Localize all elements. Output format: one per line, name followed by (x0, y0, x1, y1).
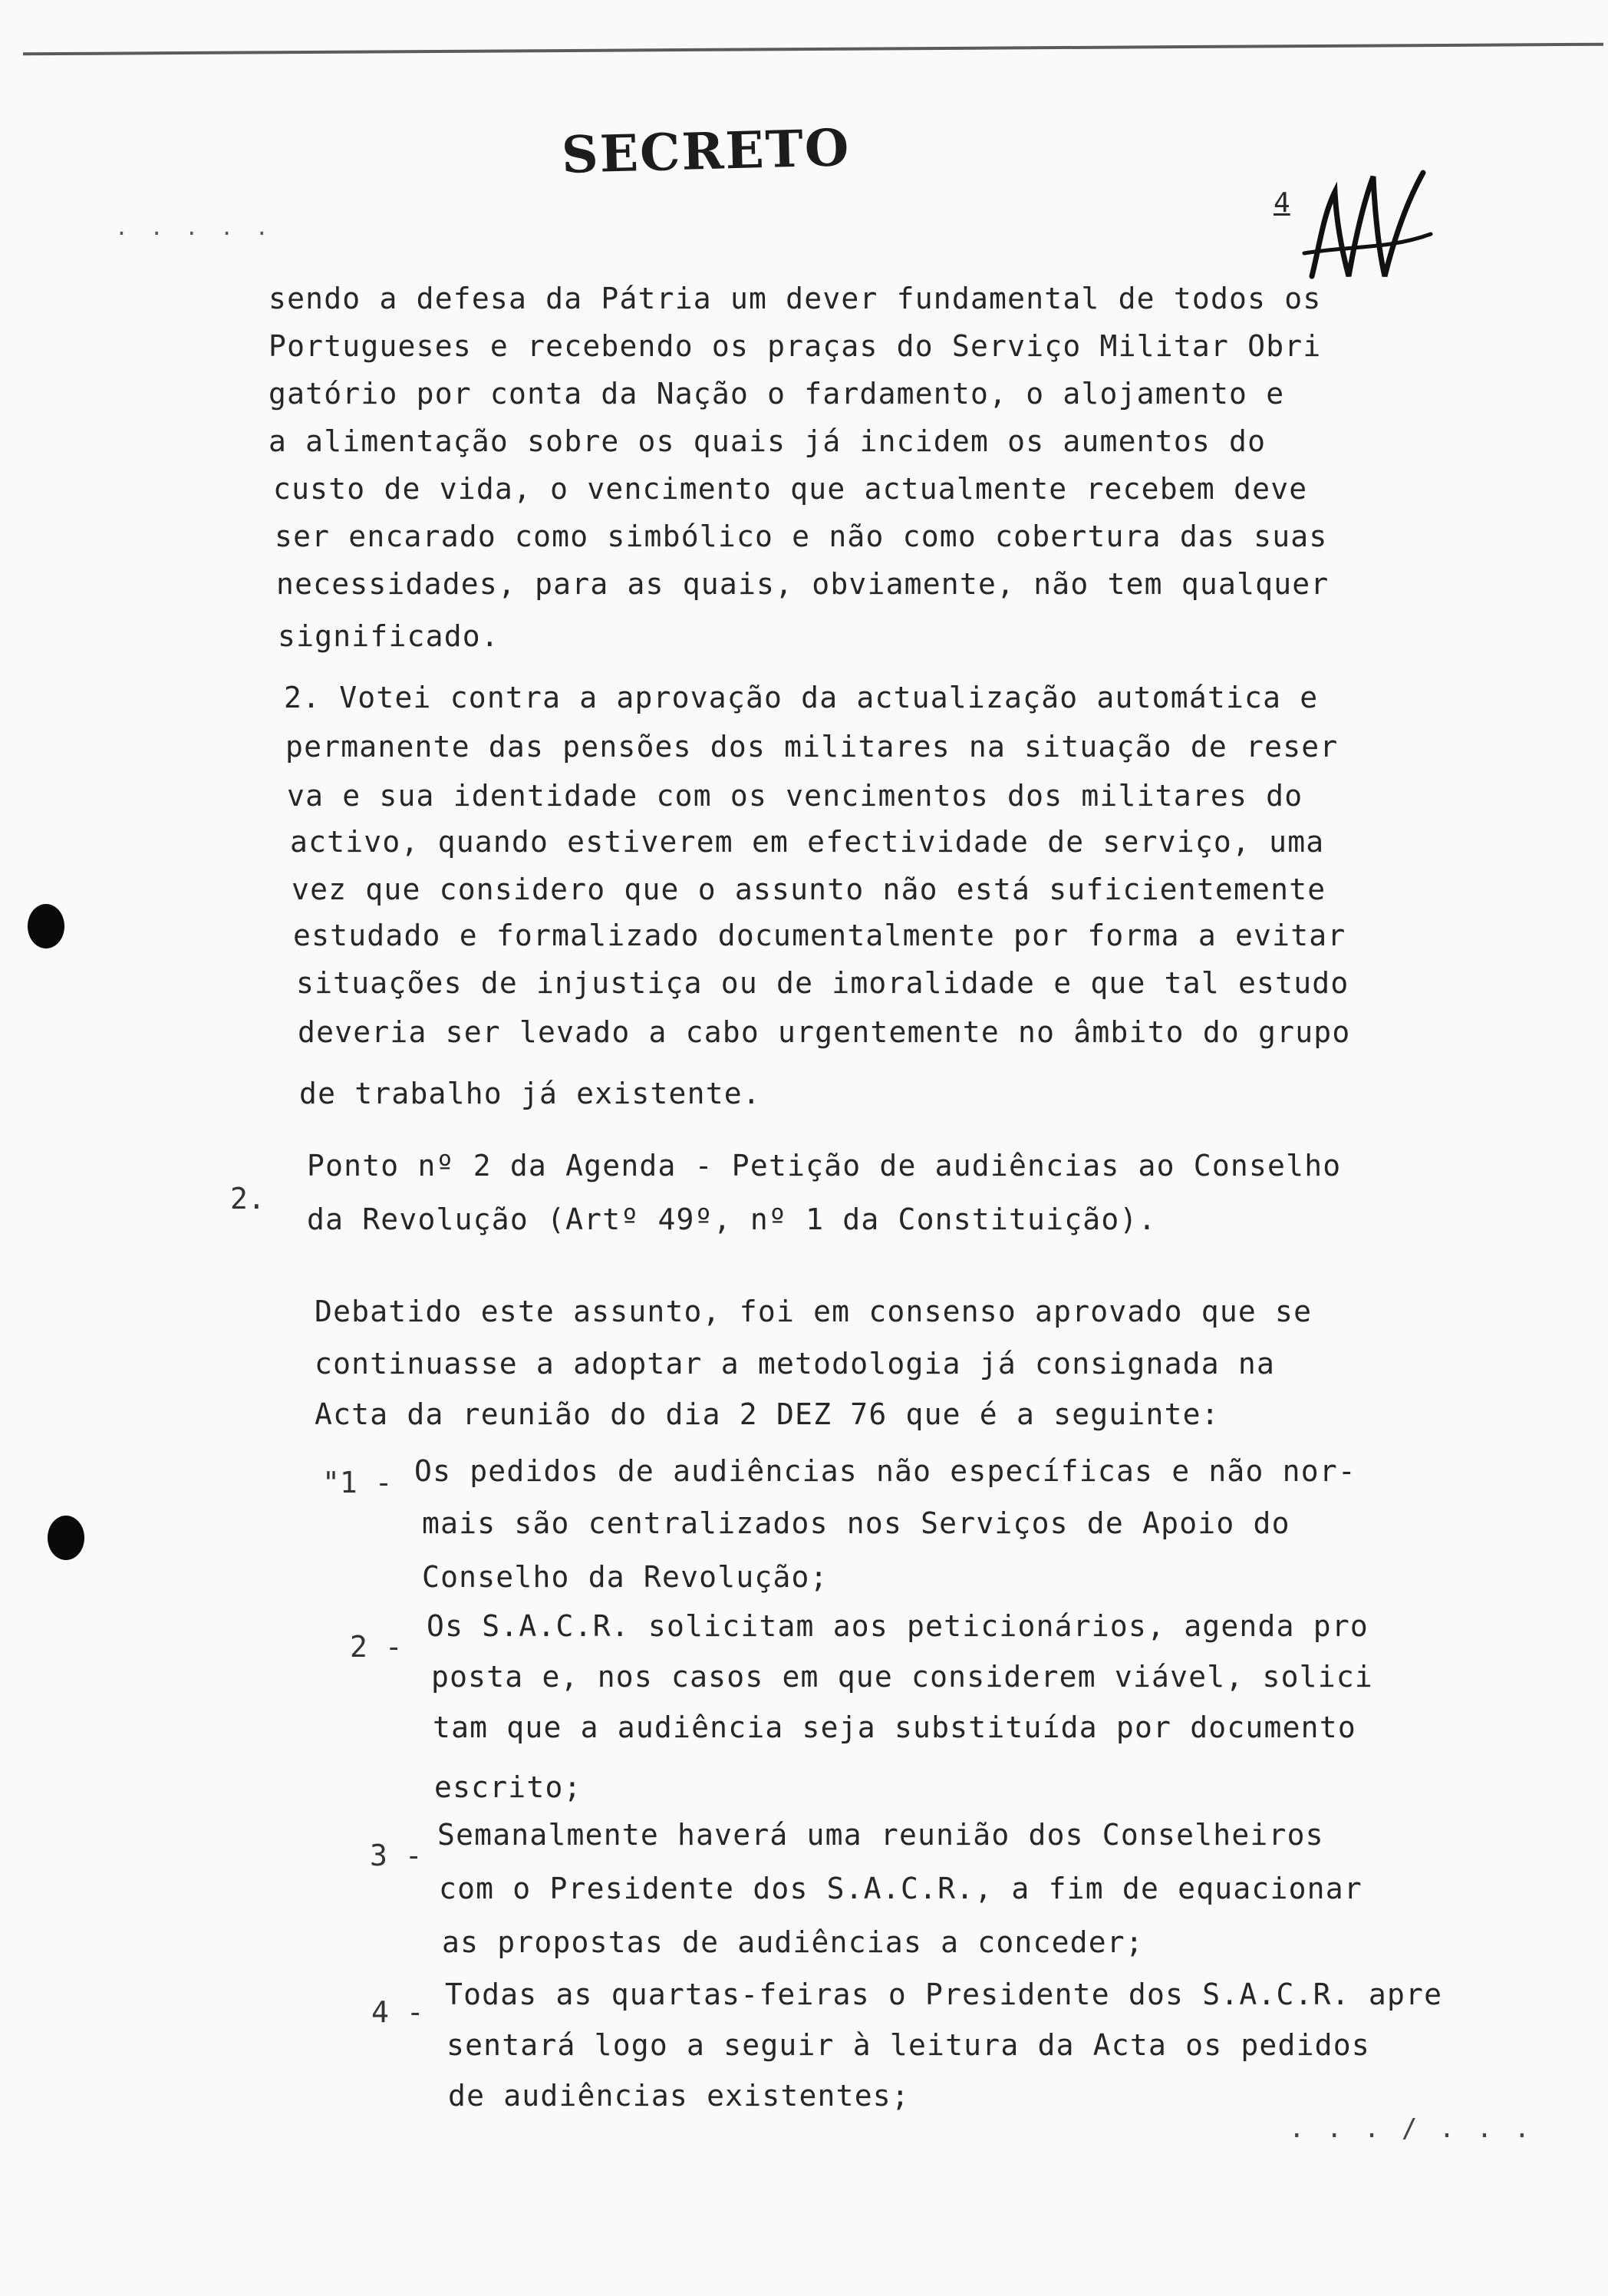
paragraph-2-line: de trabalho já existente. (299, 1077, 761, 1110)
classification-stamp: SECRETO (561, 117, 852, 185)
paragraph-2-line: deveria ser levado a cabo urgentemente no âmbito do grupo (298, 1015, 1351, 1049)
section-intro-line: Acta da reunião do dia 2 DEZ 76 que é a seguinte: (315, 1397, 1220, 1431)
paragraph-1-line: custo de vida, o vencimento que actualmente recebem deve (273, 472, 1308, 506)
list-item-number: "1 - (322, 1466, 393, 1499)
list-item-number: 3 - (370, 1839, 423, 1872)
section-intro-line: continuasse a adoptar a metodologia já consignada na (315, 1347, 1276, 1381)
paragraph-2-line: vez que considero que o assunto não está suficientemente (292, 873, 1326, 906)
paragraph-1-line: gatório por conta da Nação o fardamento, o alojamento e (269, 377, 1285, 411)
section-intro-line: Debatido este assunto, foi em consenso aprovado que se (315, 1295, 1313, 1328)
list-item-line: Conselho da Revolução; (422, 1560, 829, 1594)
paragraph-2-line: situações de injustiça ou de imoralidade e que tal estudo (296, 966, 1349, 1000)
list-item-number: 4 - (371, 1995, 424, 2029)
paragraph-1-line: sendo a defesa da Pátria um dever fundamental de todos os (269, 282, 1322, 315)
top-border-line (23, 43, 1603, 56)
section-heading-line: da Revolução (Artº 49º, nº 1 da Constituição). (307, 1202, 1157, 1236)
paragraph-1-line: a alimentação sobre os quais já incidem os aumentos do (269, 424, 1267, 458)
continuation-mark: . . . / . . . (1289, 2113, 1534, 2144)
punch-hole-upper (28, 904, 64, 948)
paragraph-2-line: activo, quando estiverem em efectividade de serviço, uma (290, 825, 1325, 859)
section-number: 2. (230, 1182, 265, 1216)
list-item-line: Os S.A.C.R. solicitam aos peticionários, agenda pro (427, 1609, 1369, 1643)
list-item-line: Os pedidos de audiências não específicas e não nor- (414, 1454, 1356, 1488)
paragraph-1-line: Portugueses e recebendo os praças do Serviço Militar Obri (269, 329, 1322, 363)
list-item-line: sentará logo a seguir à leitura da Acta os pedidos (446, 2028, 1370, 2062)
list-item-line: mais são centralizados nos Serviços de Apoio do (422, 1506, 1290, 1540)
paragraph-2-line: permanente das pensões dos militares na situação de reser (285, 730, 1339, 764)
punch-hole-lower (48, 1516, 84, 1560)
paragraph-2-line: estudado e formalizado documentalmente por forma a evitar (293, 919, 1346, 952)
paragraph-1-line: necessidades, para as quais, obviamente, não tem qualquer (276, 567, 1330, 601)
list-item-line: Semanalmente haverá uma reunião dos Conselheiros (437, 1818, 1324, 1852)
list-item-number: 2 - (350, 1630, 403, 1664)
list-item-line: Todas as quartas-feiras o Presidente dos S.A.C.R. apre (445, 1978, 1443, 2011)
list-item-line: as propostas de audiências a conceder; (442, 1925, 1144, 1959)
page-number: 4 (1274, 187, 1290, 219)
paragraph-2-line: 2. Votei contra a aprovação da actualização automática e (284, 681, 1319, 714)
list-item-line: de audiências existentes; (448, 2079, 910, 2113)
margin-dots: . . . . . (115, 215, 273, 240)
paragraph-1-line: ser encarado como simbólico e não como cobertura das suas (275, 520, 1328, 553)
paragraph-1-line: significado. (278, 619, 499, 653)
list-item-line: escrito; (434, 1770, 582, 1804)
section-heading-line: Ponto nº 2 da Agenda - Petição de audiências ao Conselho (307, 1149, 1342, 1183)
list-item-line: tam que a audiência seja substituída por documento (433, 1710, 1356, 1744)
handwritten-initials (1289, 161, 1435, 292)
paragraph-2-line: va e sua identidade com os vencimentos dos militares do (287, 779, 1303, 813)
list-item-line: com o Presidente dos S.A.C.R., a fim de equacionar (439, 1872, 1363, 1905)
list-item-line: posta e, nos casos em que considerem viável, solici (431, 1660, 1373, 1694)
